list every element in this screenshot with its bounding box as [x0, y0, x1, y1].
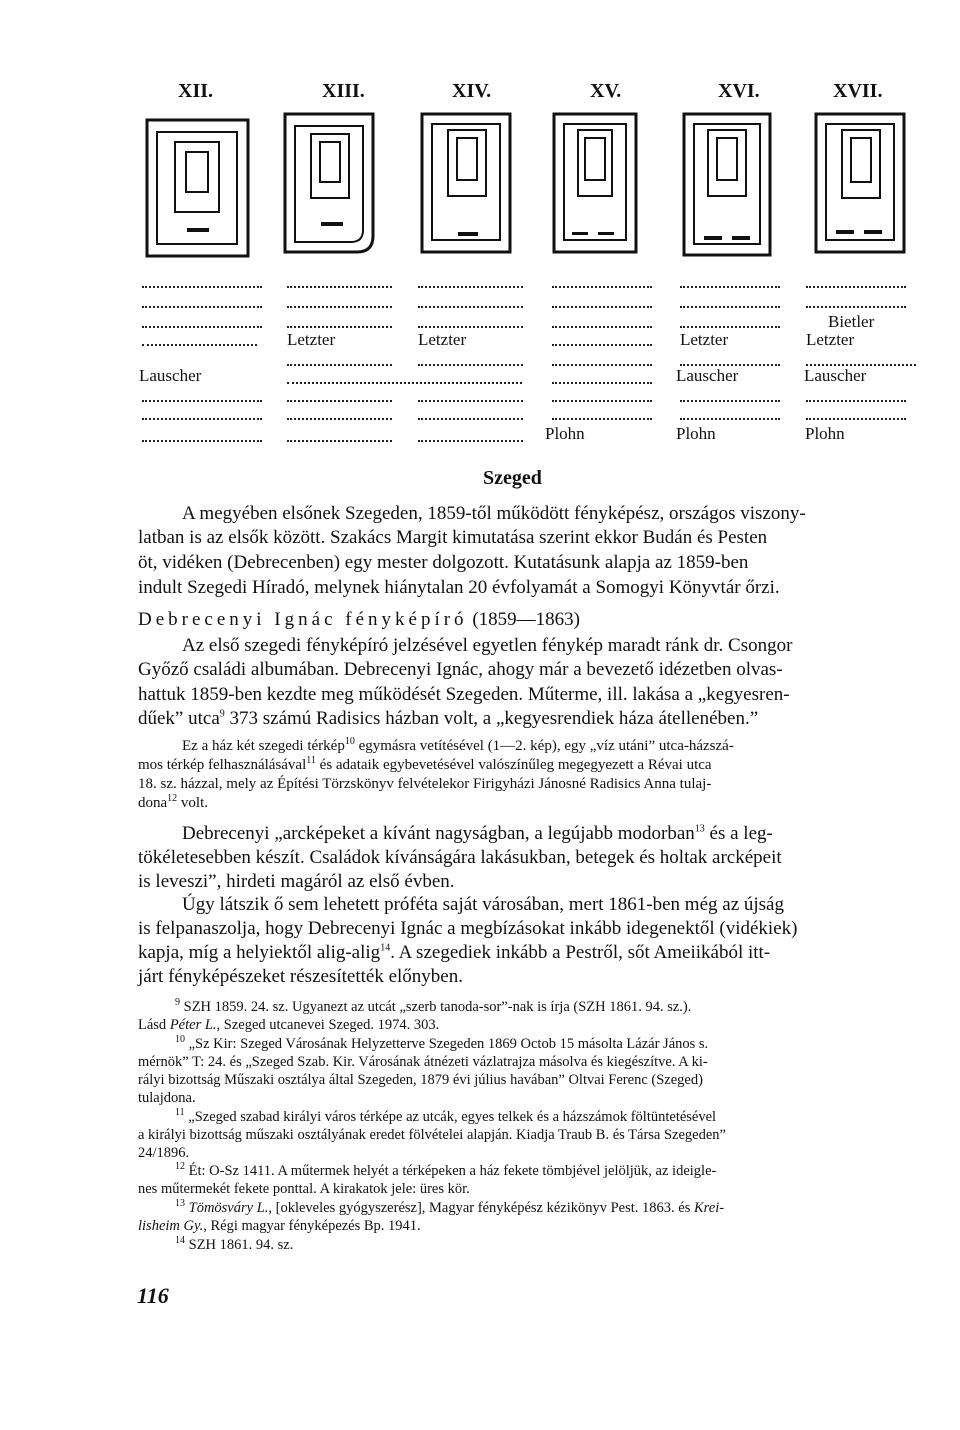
dotted-cell [142, 286, 262, 288]
table-cell-lauscher-xii: Lauscher [139, 366, 202, 385]
table-cell-lauscher-xvii: Lauscher [804, 366, 867, 385]
dotted-cell [287, 400, 392, 402]
dotted-cell [142, 326, 262, 328]
dotted-cell [806, 418, 906, 420]
footnote-9: $^9$ SZH 1859. 24. sz. Ugyanezt az utcát „szerb tanoda-sor”-nak is írja (SZH 1861. 94. sz.). [175, 997, 692, 1015]
footnote-line: rályi bizottság Műszaki osztálya által Szegeden, 1879 évi július havában” Oltvai Ferenc (Szeged) [138, 1072, 703, 1088]
dotted-cell [418, 418, 523, 420]
frame-diagram-xiv [420, 112, 512, 254]
table-cell-plohn-xvi: Plohn [676, 424, 716, 443]
column-header-xvi: XVI. [718, 80, 760, 102]
paragraph-line: Győző családi albumában. Debrecenyi Ignác, ahogy már a bevezető idézetben olvas- [138, 659, 783, 680]
dotted-cell [552, 326, 652, 328]
footnote-10: $^{10}$ „Sz Kir: Szeged Városának Helyzetterve Szegeden 1869 Octob 15 másolta Lázár János s. [175, 1034, 709, 1052]
dotted-cell [287, 306, 392, 308]
dotted-cell [287, 364, 392, 366]
footnote-line: tulajdona. [138, 1090, 196, 1106]
dotted-cell [142, 418, 262, 420]
frame-diagram-xiii [283, 112, 375, 257]
paragraph-line: A megyében elsőnek Szegeden, 1859-től működött fényképész, országos viszony- [182, 503, 806, 524]
dotted-cell [680, 306, 780, 308]
frame-diagram-xv [552, 112, 638, 254]
dotted-cell [418, 364, 523, 366]
footnote-ref: 13 [694, 823, 705, 835]
dotted-cell [552, 344, 652, 346]
dotted-cell [418, 326, 523, 328]
dotted-cell [552, 286, 652, 288]
footnote-14: $^{14}$ SZH 1861. 94. sz. [175, 1235, 294, 1253]
frame-diagram-xvi [682, 112, 772, 257]
footnote-line: Lásd Péter L., Szeged utcanevei Szeged. 1974. 303. [138, 1017, 440, 1033]
footnote-ref: 9 [219, 708, 225, 720]
footnote-12: $^{12}$ Ét: O-Sz 1411. A műtermek helyét a térképeken a ház fekete tömbjével jelöljük, az ideigle- [175, 1161, 717, 1179]
paragraph-line: is leveszi”, hirdeti magáról az első évben. [138, 871, 455, 892]
dotted-cell [552, 400, 652, 402]
table-cell-letzter-xvi: Letzter [680, 330, 729, 349]
footnote-line: a királyi bizottság műszaki osztályának eredet fölvételei alapján. Kiadja Traub B. és Társa Szegeden” [138, 1127, 726, 1143]
footnote-line: nes műtermekét fekete ponttal. A kirakatok jele: üres kör. [138, 1181, 470, 1197]
paragraph-line: öt, vidéken (Debrecenben) egy mester dolgozott. Kutatásunk alapja az 1859-ben [138, 552, 749, 573]
table-cell-bietler: Bietler [828, 312, 875, 331]
column-header-xv: XV. [590, 80, 622, 102]
table-cell-lauscher-xvi: Lauscher [676, 366, 739, 385]
column-header-xiii: XIII. [322, 80, 365, 102]
dotted-cell [142, 440, 262, 442]
footnote-ref: 14 [380, 942, 391, 954]
paragraph-line: Úgy látszik ő sem lehetett próféta saját városában, mert 1861-ben még az újság [182, 894, 784, 915]
dotted-cell [142, 400, 262, 402]
dotted-cell [142, 344, 257, 346]
dotted-cell [806, 286, 906, 288]
frame-diagram-xii [145, 118, 250, 258]
dotted-cell [418, 306, 523, 308]
paragraph-line: latban is az elsők között. Szakács Margit kimutatása szerint ekkor Budán és Pesten [138, 527, 768, 548]
dotted-cell [418, 440, 523, 442]
footnote-ref: 12 [167, 793, 178, 804]
footnote-11: $^{11}$ „Szeged szabad királyi város térképe az utcák, egyes telkek és a házszámok föltüntetésével [175, 1107, 717, 1125]
dotted-cell [552, 418, 652, 420]
footnote-13: $^{13}$ Tömösváry L., [okleveles gyógyszerész], Magyar fényképész kézikönyv Pest. 1863. és Krei- [175, 1198, 725, 1216]
dotted-cell [418, 286, 523, 288]
paragraph-line: Az első szegedi fényképíró jelzésével egyetlen fénykép maradt ránk dr. Csongor [182, 635, 793, 656]
paragraph-line: hattuk 1859-ben kezdte meg működését Szegeden. Műterme, ill. lakása a „kegyesren- [138, 684, 790, 705]
paragraph-line: tökéletesebben készít. Családok kívánságára lakásukban, betegek és holtak arcképeit [138, 847, 782, 868]
subheading-years: (1859—1863) [472, 609, 580, 630]
dotted-cell [806, 400, 906, 402]
table-cell-letzter-xiii: Letzter [287, 330, 336, 349]
dotted-cell [552, 382, 652, 384]
subheading-name: Debrecenyi Ignác fényképíró [138, 609, 468, 630]
dotted-cell [680, 286, 780, 288]
dotted-cell [680, 400, 780, 402]
dotted-cell [142, 306, 262, 308]
table-cell-plohn-xv: Plohn [545, 424, 585, 443]
dotted-cell [552, 306, 652, 308]
dotted-cell [287, 418, 392, 420]
small-print-line: dona$^{12}$ volt. [138, 793, 209, 811]
dotted-cell [287, 440, 392, 442]
dotted-cell [287, 326, 392, 328]
subheading [138, 608, 580, 632]
footnote-ref: 11 [306, 755, 316, 766]
footnote-line: lisheim Gy., Régi magyar fényképezés Bp. 1941. [138, 1218, 421, 1234]
dotted-cell [806, 306, 906, 308]
footnote-line: 24/1896. [138, 1145, 190, 1161]
small-print-line: Ez a ház két szegedi térkép$^{10}$ egymásra vetítésével (1—2. kép), egy „víz utáni” utca-házszá- [182, 736, 734, 754]
column-header-xii: XII. [178, 80, 214, 102]
small-print-line: mos térkép felhasználásával$^{11}$ és adataik egybevetésével valószínűleg megegyezett a Révai utca [138, 755, 712, 773]
column-header-xiv: XIV. [452, 80, 492, 102]
paragraph-line: indult Szegedi Híradó, melynek hiánytalan 20 évfolyamát a Somogyi Könyvtár őrzi. [138, 577, 780, 598]
footnote-line: mérnök” T: 24. és „Szeged Szab. Kir. Városának átnézeti vázlatrajza másolva és kiegészítve. A ki- [138, 1054, 708, 1070]
dotted-cell [680, 326, 780, 328]
table-cell-letzter-xiv: Letzter [418, 330, 467, 349]
paragraph-line: is felpanaszolja, hogy Debrecenyi Ignác a megbízásokat inkább idegenektől (vidékiek) [138, 918, 798, 939]
table-cell-plohn-xvii: Plohn [805, 424, 845, 443]
dotted-cell [287, 382, 522, 384]
table-cell-letzter-xvii: Letzter [806, 330, 855, 349]
paragraph-line: Debrecenyi „arcképeket a kívánt nagyságban, a legújabb modorban$^{13}$ és a leg- [182, 823, 773, 844]
small-print-line: 18. sz. házzal, mely az Építési Törzskönyv felvételekor Firigyházi Jánosné Radisics Anna tulaj- [138, 776, 712, 792]
frame-diagram-xvii [814, 112, 906, 254]
page-number: 116 [137, 1283, 169, 1308]
paragraph-line: dűek” utca$^9$ 373 számú Radisics házban volt, a „kegyesrendiek háza átellenében.” [138, 708, 759, 729]
paragraph-line: járt fényképészeket részesítették előnyben. [138, 966, 463, 987]
section-title: Szeged [483, 467, 542, 489]
dotted-cell [680, 418, 780, 420]
paragraph-line: kapja, míg a helyiektől alig-alig$^{14}$. A szegediek inkább a Pestről, sőt Ameiikából itt- [138, 942, 771, 963]
dotted-cell [552, 364, 652, 366]
dotted-cell [418, 400, 523, 402]
footnote-ref: 10 [344, 736, 355, 747]
column-header-xvii: XVII. [833, 80, 883, 102]
dotted-cell [287, 286, 392, 288]
